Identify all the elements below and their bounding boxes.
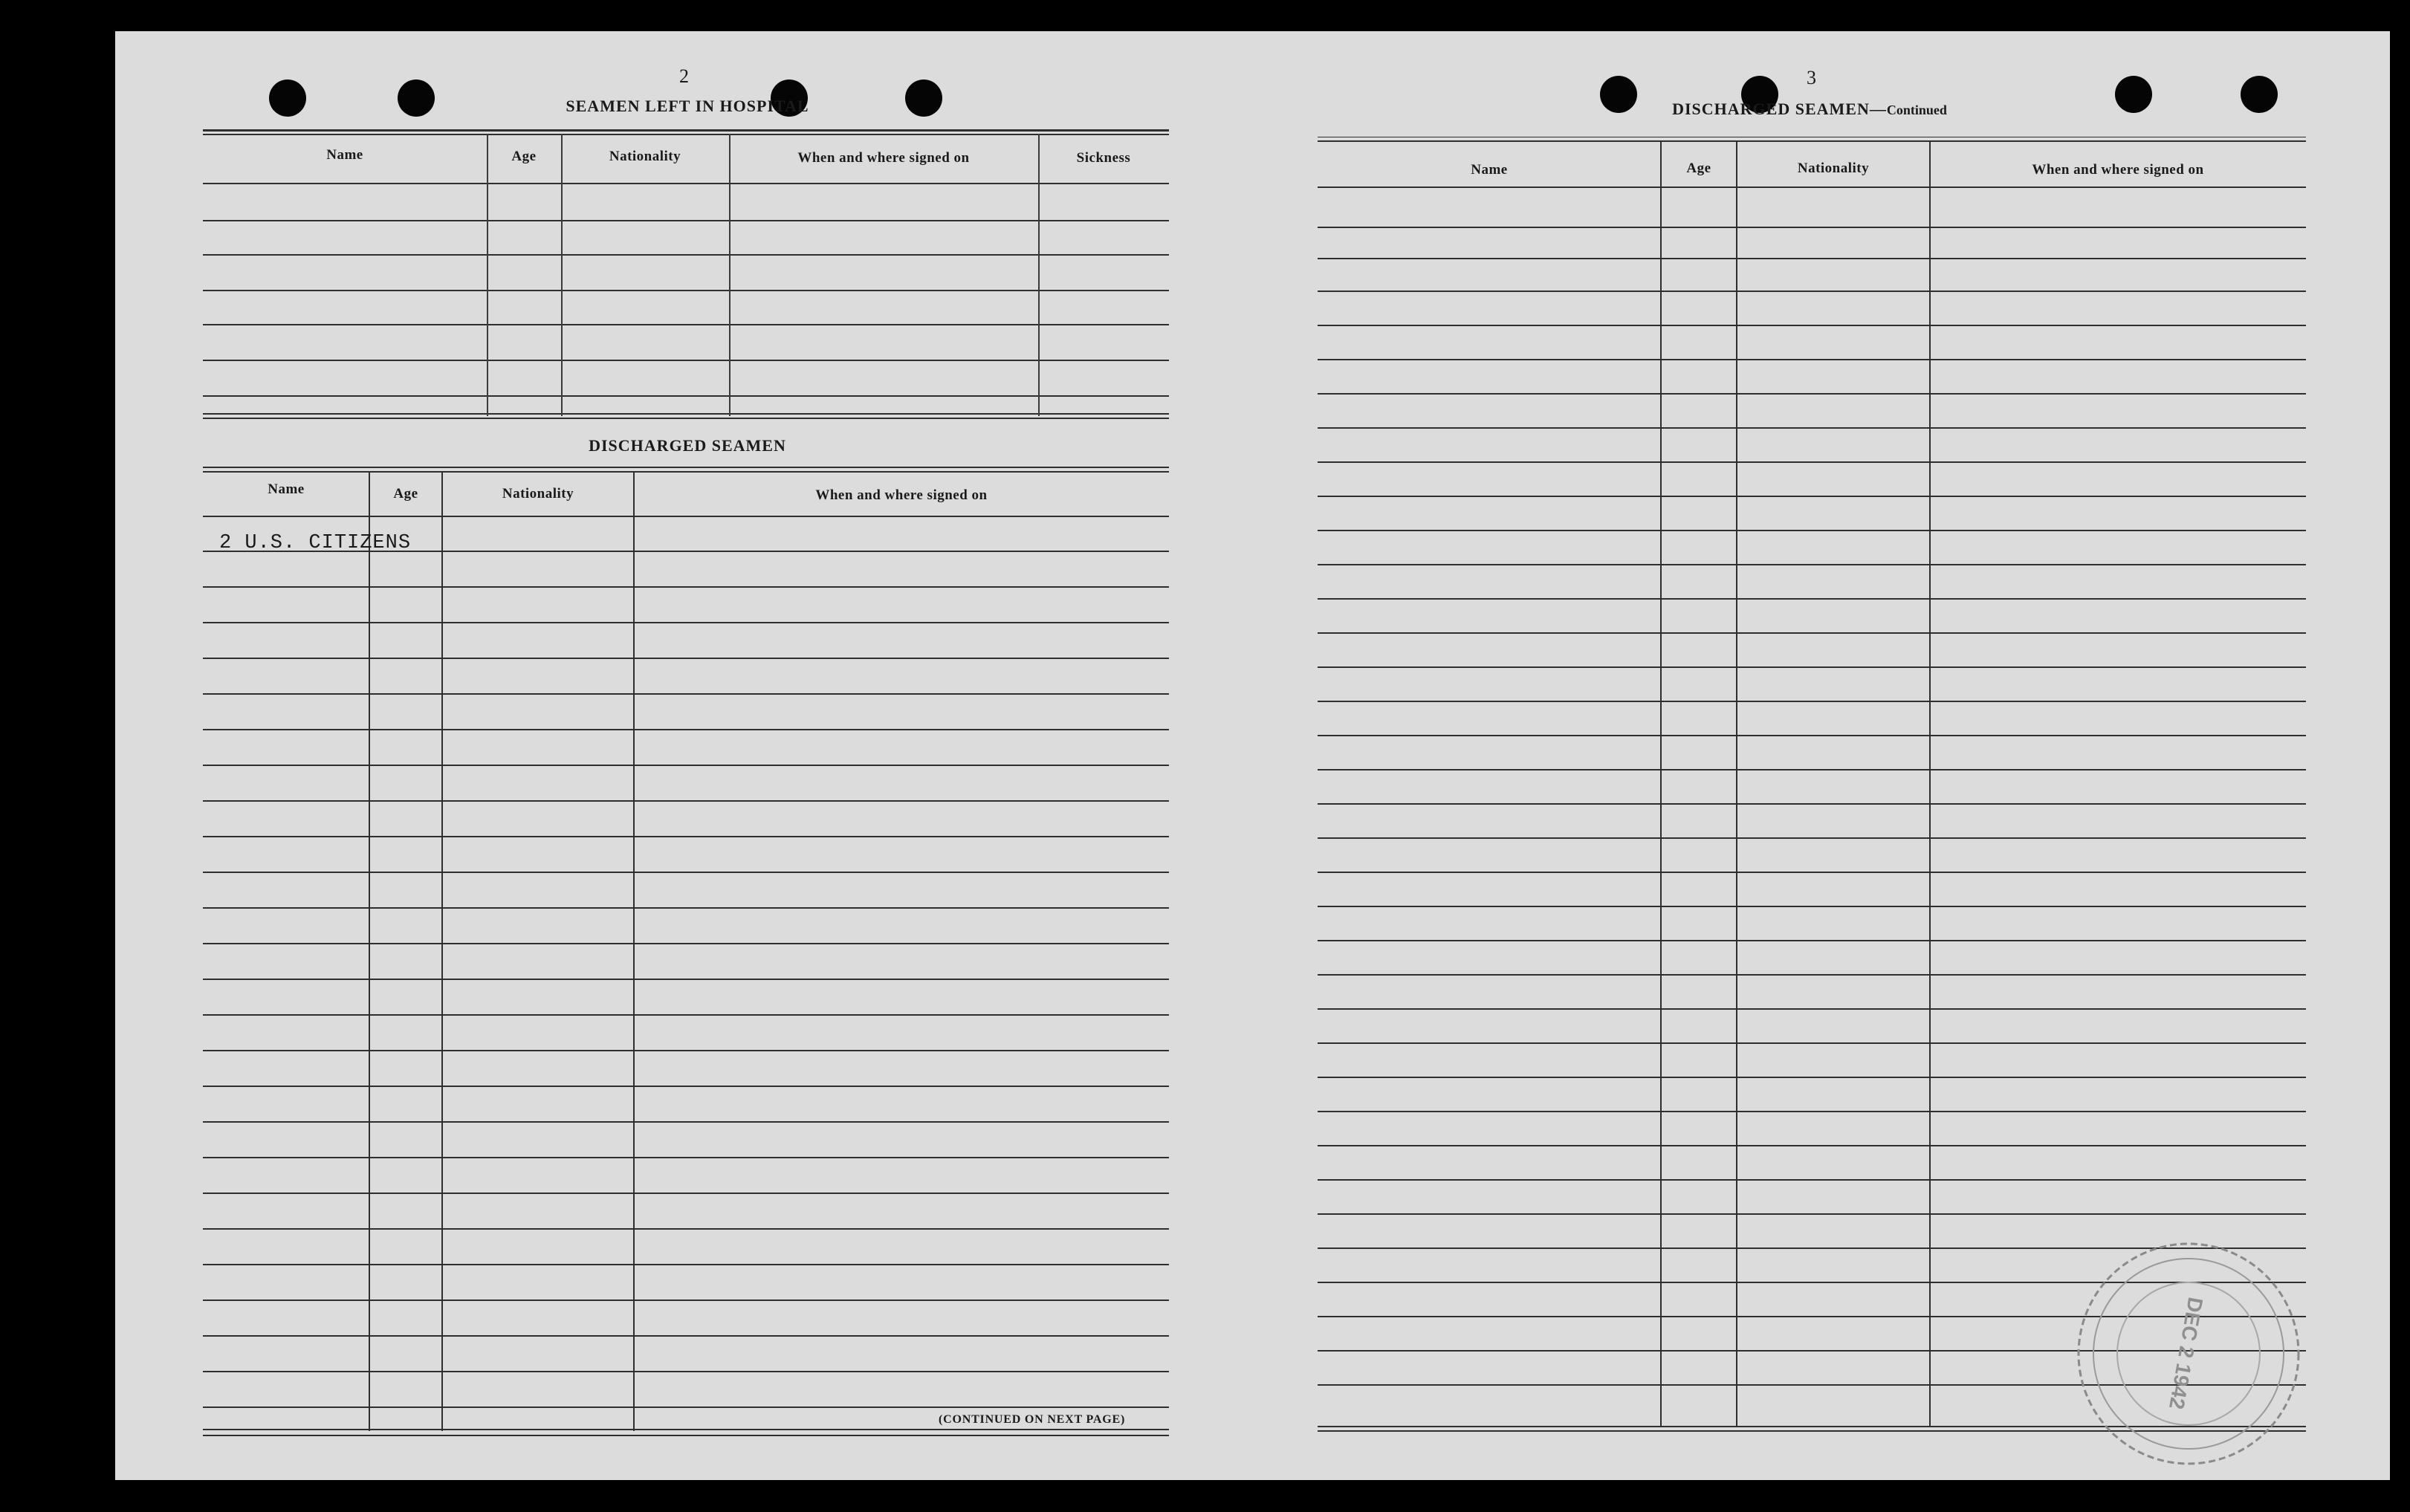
page-number-left: 2 [679, 65, 689, 87]
table-rule [203, 360, 1169, 361]
punch-hole [269, 80, 306, 117]
discharged-section-title: DISCHARGED SEAMEN [589, 436, 786, 455]
column-header-signed-on: When and where signed on [797, 150, 970, 166]
column-header-age: Age [1686, 160, 1711, 176]
column-header-name: Name [268, 481, 305, 497]
discharged-table-rules [203, 471, 1169, 1444]
column-header-sickness: Sickness [1076, 150, 1131, 166]
punch-hole [2115, 76, 2152, 113]
table-rule [203, 418, 1169, 419]
column-rule [487, 134, 488, 416]
column-header-signed-on: When and where signed on [2032, 162, 2204, 178]
stamp-date: DEC 2 1942 [2165, 1295, 2208, 1412]
discharged-entry: 2 U.S. CITIZENS [219, 532, 412, 554]
column-header-age: Age [511, 149, 537, 164]
column-header-nationality: Nationality [502, 486, 574, 502]
table-rule [203, 254, 1169, 256]
table-rule [203, 324, 1169, 325]
column-header-age: Age [393, 486, 418, 502]
table-rule [203, 413, 1169, 415]
column-rule [1038, 134, 1040, 416]
column-header-nationality: Nationality [1797, 160, 1870, 176]
table-rule [203, 395, 1169, 397]
table-rule [203, 183, 1169, 184]
received-date-stamp [2073, 1239, 2304, 1469]
document-sheet [115, 31, 2390, 1480]
page-number-right: 3 [1807, 67, 1816, 88]
title-dash: — [1869, 100, 1887, 118]
continued-footer: (CONTINUED ON NEXT PAGE) [939, 1413, 1126, 1426]
column-rule [561, 134, 563, 416]
column-header-signed-on: When and where signed on [815, 487, 988, 503]
table-rule [203, 290, 1169, 291]
column-header-nationality: Nationality [609, 149, 681, 164]
table-rule [203, 129, 1169, 132]
punch-hole [398, 80, 435, 117]
column-header-name: Name [326, 147, 363, 163]
title-suffix: Continued [1886, 103, 1947, 117]
hospital-section-title: SEAMEN LEFT IN HOSPITAL [566, 97, 809, 115]
punch-hole [905, 80, 942, 117]
discharged-continued-title [1624, 100, 1995, 119]
column-header-name: Name [1471, 162, 1508, 178]
table-rule [203, 220, 1169, 221]
table-rule [203, 467, 1169, 468]
punch-hole [2241, 76, 2278, 113]
title-main: DISCHARGED SEAMEN [1672, 100, 1870, 118]
table-rule [203, 134, 1169, 135]
column-rule [729, 134, 731, 416]
